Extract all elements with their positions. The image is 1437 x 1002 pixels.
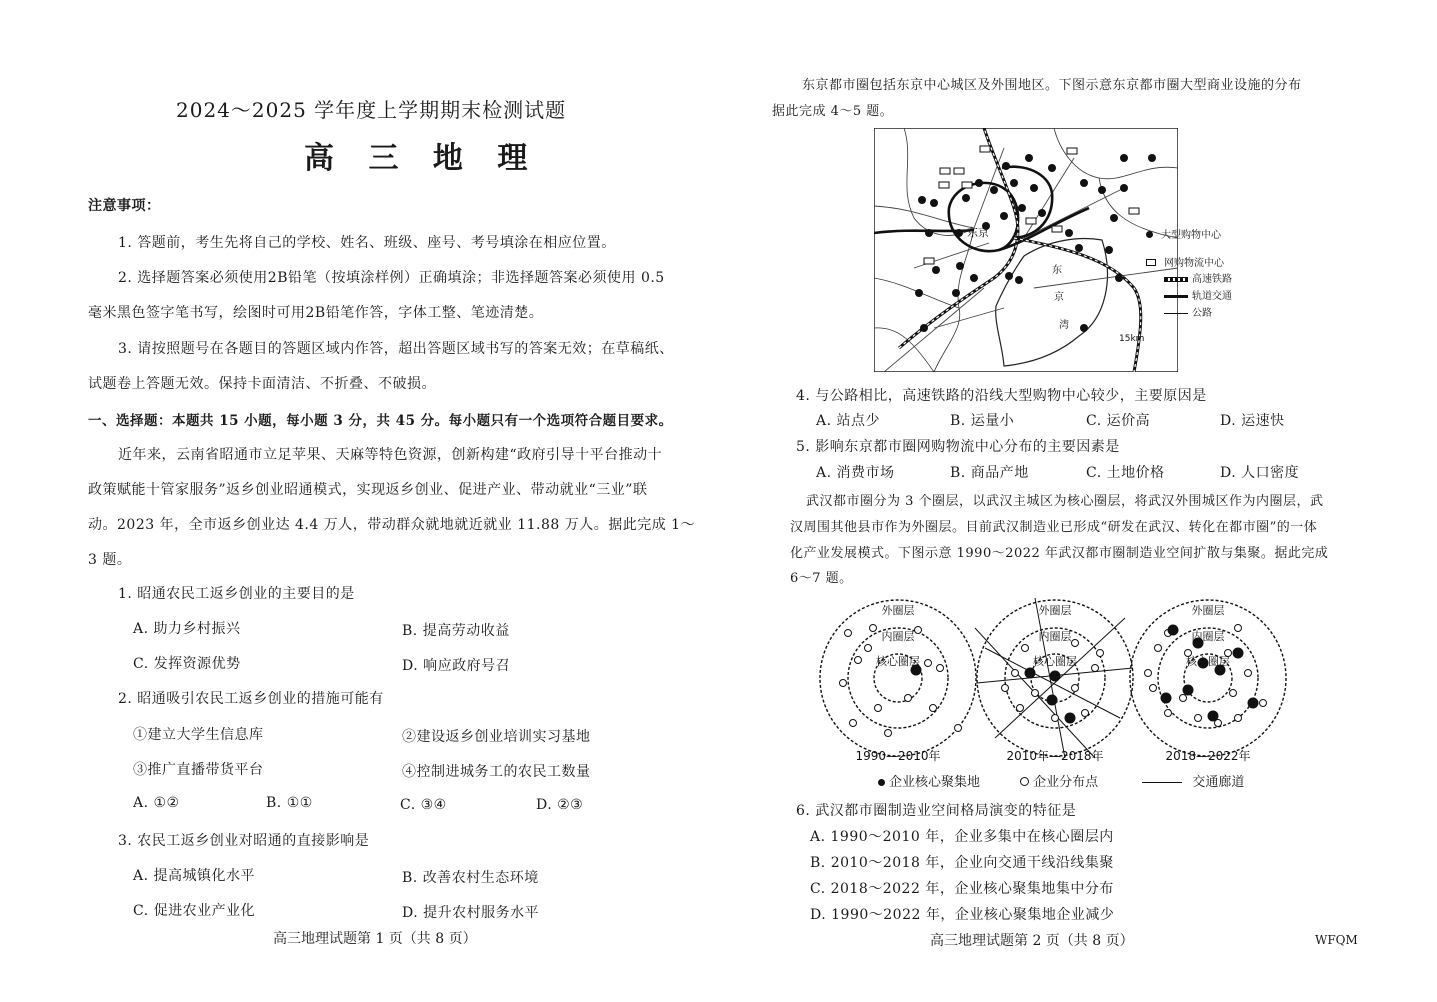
right-page (718, 0, 1437, 1002)
mall-point (1120, 154, 1128, 162)
enterprise-point (855, 657, 862, 664)
logistics-point (1052, 226, 1062, 232)
mall-point (1080, 324, 1088, 332)
mall-point (1148, 154, 1156, 162)
enterprise-point (1072, 685, 1079, 692)
core-ring-label: 核心圈层 (1186, 655, 1230, 668)
tokyo-label: 东京 (967, 226, 989, 239)
q5-option-a[interactable]: A. 消费市场 (816, 465, 895, 481)
passage-line: 东京都市圈包括东京中心城区及外围地区。下图示意东京都市圈大型商业设施的分布 (802, 78, 1302, 93)
legend-rail: 轨道交通 (1164, 287, 1232, 304)
core-cluster-icon (878, 779, 885, 786)
q1-option-d[interactable]: D. 响应政府号召 (402, 658, 511, 674)
outer-ring-label: 外圈层 (881, 604, 915, 617)
mall-point (1030, 184, 1038, 192)
mall-point (915, 289, 923, 297)
logistics-point (980, 146, 990, 152)
q4-option-c[interactable]: C. 运价高 (1086, 413, 1151, 429)
q6-option-c[interactable]: C. 2018～2022 年，企业核心聚集地集中分布 (810, 881, 1114, 897)
logistics-point (954, 168, 964, 174)
outer-ring-label: 外圈层 (1038, 604, 1072, 617)
warehouse-legend-icon (1146, 259, 1156, 266)
notice-line: 试题卷上答题无效。保持卡面清洁、不折叠、不破损。 (88, 376, 436, 392)
logistics-point (962, 182, 972, 188)
enterprise-point (1145, 670, 1152, 677)
core-cluster-point (1208, 711, 1219, 722)
exam-title: 2024～2025 学年度上学期期末检测试题 (176, 98, 567, 122)
notice-line: 2. 选择题答案必须使用2B铅笔（按填涂样例）正确填涂；非选择题答案必须使用 0.5 (118, 270, 665, 286)
mall-point (1120, 184, 1128, 192)
mall-point (1002, 162, 1010, 170)
outer-ring (820, 600, 976, 756)
hsr-legend-icon (1164, 277, 1188, 282)
enterprise-point (1180, 695, 1187, 702)
enterprise-point (1002, 685, 1009, 692)
notice-line: 毫米黑色签字笔书写，绘图时可用2B铅笔作答，字体工整、笔迹清楚。 (88, 305, 544, 321)
mall-point (1015, 276, 1023, 284)
enterprise-point (845, 630, 852, 637)
logistics-point (1026, 218, 1036, 224)
mall-point (990, 186, 998, 194)
period-label: 2010年—2018年 (1006, 749, 1104, 763)
wuhan-ring-diagrams (818, 590, 1298, 790)
enterprise-point (875, 705, 882, 712)
period-label: 2018—2022年 (1165, 749, 1251, 763)
enterprise-point (1245, 670, 1252, 677)
tokyo-map (874, 128, 1178, 372)
q4-option-a[interactable]: A. 站点少 (816, 413, 881, 429)
logistics-point (1129, 208, 1139, 214)
mall-point (962, 194, 970, 202)
mall-point (1065, 229, 1073, 237)
enterprise-point (850, 720, 857, 727)
paper-code: WFQM (1315, 933, 1358, 947)
mall-point (955, 229, 963, 237)
page-footer: 高三地理试题第 2 页（共 8 页） (930, 933, 1134, 949)
core-ring-label: 核心圈层 (876, 655, 920, 668)
q2-statement-4: ④控制进城务工的农民工数量 (402, 764, 591, 780)
mall-point (1075, 244, 1083, 252)
core-cluster-point (1183, 685, 1194, 696)
enterprise-point (885, 730, 892, 737)
enterprise-point (905, 695, 912, 702)
core-cluster-point (1168, 625, 1179, 636)
mall-point (1038, 209, 1046, 217)
notice-heading: 注意事项： (88, 198, 161, 214)
q2-statement-3: ③推广直播带货平台 (133, 762, 264, 778)
enterprise-point (1072, 640, 1079, 647)
enterprise-point (1195, 715, 1202, 722)
logistics-point (924, 258, 934, 264)
mall-point (1098, 186, 1106, 194)
page-footer: 高三地理试题第 1 页（共 8 页） (273, 931, 477, 947)
passage-line: 近年来，云南省昭通市立足苹果、天麻等特色资源，创新构建“政府引导十平台推动十 (118, 447, 663, 463)
mall-point (1110, 214, 1118, 222)
question-4-stem: 4. 与公路相比，高速铁路的沿线大型购物中心较少，主要原因是 (796, 388, 1207, 404)
scale-label: 15km (1119, 334, 1145, 344)
outer-ring-label: 外圈层 (1191, 604, 1225, 617)
enterprise-point (1260, 700, 1267, 707)
enterprise-point (1032, 690, 1039, 697)
passage-line: 3 题。 (88, 552, 132, 568)
mall-point (1005, 272, 1013, 280)
q3-option-d[interactable]: D. 提升农村服务水平 (402, 905, 540, 921)
question-3-stem: 3. 农民工返乡创业对昭通的直接影响是 (118, 833, 370, 849)
inner-ring-label: 内圈层 (881, 630, 915, 643)
legend-hsr: 高速铁路 (1164, 270, 1232, 287)
passage-line: 武汉都市圈分为 3 个圈层，以武汉主城区为核心圈层，将武汉外围城区作为内圈层，武 (806, 494, 1324, 509)
enterprise-point (1052, 715, 1059, 722)
enterprise-point (1165, 710, 1172, 717)
inner-ring (848, 628, 948, 728)
passage-line: 据此完成 4～5 题。 (772, 104, 894, 119)
q1-option-c[interactable]: C. 发挥资源优势 (133, 656, 241, 672)
q6-option-b[interactable]: B. 2010～2018 年，企业向交通干线沿线集聚 (810, 855, 1114, 871)
enterprise-point (1155, 645, 1162, 652)
logistics-point (939, 182, 949, 188)
question-1-stem: 1. 昭通农民工返乡创业的主要目的是 (118, 586, 355, 602)
mall-point (1080, 179, 1088, 187)
question-5-stem: 5. 影响东京都市圈网购物流中心分布的主要因素是 (796, 439, 1120, 455)
mall-point (1115, 274, 1123, 282)
mall-point (1025, 154, 1033, 162)
q2-statement-1: ①建立大学生信息库 (133, 727, 264, 743)
enterprise-point (955, 725, 962, 732)
inner-ring-label: 内圈层 (1038, 630, 1072, 643)
q2-statement-2: ②建设返乡创业培训实习基地 (402, 729, 591, 745)
notice-line: 1. 答题前，考生先将自己的学校、姓名、班级、座号、考号填涂在相应位置。 (118, 235, 616, 251)
core-cluster-point (1248, 698, 1259, 709)
q4-option-b[interactable]: B. 运量小 (950, 413, 1015, 429)
core-ring-label: 核心圈层 (1033, 655, 1077, 668)
enterprise-point-icon (1020, 777, 1029, 786)
mall-point (975, 179, 983, 187)
bay-label: 东 (1052, 265, 1062, 276)
core-cluster-point (1161, 693, 1172, 704)
enterprise-point (1082, 710, 1089, 717)
core-cluster-point (1047, 695, 1058, 706)
legend-online: 网购物流中心 (1146, 254, 1224, 276)
enterprise-point (1235, 625, 1242, 632)
enterprise-point (937, 665, 944, 672)
q5-option-b[interactable]: B. 商品产地 (950, 465, 1029, 481)
mall-point (1105, 246, 1113, 254)
enterprise-point (925, 660, 932, 667)
q2-option-d[interactable]: D. ②③ (536, 797, 584, 813)
q6-option-a[interactable]: A. 1990～2010 年，企业多集中在核心圈层内 (810, 829, 1114, 845)
mall-point (952, 289, 960, 297)
road-legend-icon (1164, 313, 1188, 314)
q5-option-d[interactable]: D. 人口密度 (1220, 465, 1300, 481)
bay-label: 京 (1054, 292, 1064, 303)
legend-mall: 大型购物中心 (1146, 226, 1224, 254)
passage-line: 动。2023 年，全市返乡创业达 4.4 万人，带动群众就地就近就业 11.88 万人。据此完成 1～ (88, 517, 696, 533)
question-6-stem: 6. 武汉都市圈制造业空间格局演变的特征是 (796, 803, 1077, 819)
mall-point (970, 274, 978, 282)
q5-option-c[interactable]: C. 土地价格 (1086, 465, 1165, 481)
logistics-point (1067, 148, 1077, 154)
q2-option-a[interactable]: A. ①② (133, 795, 180, 811)
q2-option-c[interactable]: C. ③④ (400, 797, 447, 813)
enterprise-point (1092, 665, 1099, 672)
mall-point (1018, 204, 1026, 212)
enterprise-point (1150, 685, 1157, 692)
passage-line: 汉周围其他县市作为外圈层。目前武汉制造业已形成“研发在武汉、转化在都市圈”的一体 (790, 520, 1318, 535)
left-page (0, 0, 718, 1002)
inner-ring (1158, 628, 1258, 728)
q1-option-a[interactable]: A. 助力乡村振兴 (133, 621, 241, 637)
mall-point (932, 266, 940, 274)
bay-label: 湾 (1059, 320, 1069, 331)
mall-point (1010, 179, 1018, 187)
mall-point (956, 262, 964, 270)
period-label: 1990—2010年 (855, 749, 941, 763)
enterprise-point (1230, 690, 1237, 697)
core-cluster-point (1233, 648, 1244, 659)
enterprise-point (865, 645, 872, 652)
enterprise-point (930, 705, 937, 712)
mall-point (930, 199, 938, 207)
logistics-point (940, 168, 950, 174)
core-cluster-point (1025, 668, 1036, 679)
core-cluster-point (1050, 671, 1061, 682)
q1-option-b[interactable]: B. 提高劳动收益 (402, 623, 510, 639)
q3-option-a[interactable]: A. 提高城镇化水平 (133, 868, 256, 884)
subject-title: 高 三 地 理 (304, 141, 540, 176)
mall-legend-icon (1146, 231, 1153, 238)
section-heading: 一、选择题：本题共 15 小题，每小题 3 分，共 45 分。每小题只有一个选项符合题目要求。 (88, 413, 673, 429)
legend-road: 公路 (1164, 304, 1232, 321)
passage-line: 6～7 题。 (790, 571, 853, 586)
core-cluster-point (1065, 713, 1076, 724)
enterprise-point (840, 680, 847, 687)
mall-point (920, 324, 928, 332)
enterprise-point (1022, 645, 1029, 652)
mall-point (925, 229, 933, 237)
mall-point (1048, 164, 1056, 172)
q3-option-b[interactable]: B. 改善农村生态环境 (402, 870, 539, 886)
passage-line: 化产业发展模式。下图示意 1990～2022 年武汉都市圈制造业空间扩散与集聚。据此完成 (790, 546, 1329, 561)
enterprise-point (1017, 705, 1024, 712)
corridor-icon (1142, 782, 1182, 783)
enterprise-point (1235, 715, 1242, 722)
outer-ring (1130, 600, 1286, 756)
rail-legend-icon (1164, 295, 1188, 298)
mall-point (918, 196, 926, 204)
enterprise-point (870, 625, 877, 632)
q2-option-b[interactable]: B. ①① (266, 795, 313, 811)
q3-option-c[interactable]: C. 促进农业产业化 (133, 903, 256, 919)
enterprise-point (1012, 670, 1019, 677)
passage-line: 政策赋能十管家服务”返乡创业昭通模式，实现返乡创业、促进产业、带动就业“三业”联 (88, 482, 648, 498)
ring-legend: 企业核心聚集地 企业分布点 交通廊道 (878, 771, 1244, 790)
map-legend-lines (1164, 270, 1232, 321)
enterprise-point (915, 627, 922, 634)
q6-option-d[interactable]: D. 1990～2022 年，企业核心聚集地企业减少 (810, 907, 1115, 923)
q4-option-d[interactable]: D. 运速快 (1220, 413, 1285, 429)
question-2-stem: 2. 昭通吸引农民工返乡创业的措施可能有 (118, 691, 384, 707)
enterprise-point (1097, 650, 1104, 657)
notice-line: 3. 请按照题号在各题目的答题区域内作答，超出答题区域书写的答案无效；在草稿纸、 (118, 341, 674, 357)
map-legend (1146, 226, 1224, 276)
mall-point (1000, 212, 1008, 220)
inner-ring-label: 内圈层 (1191, 630, 1225, 643)
